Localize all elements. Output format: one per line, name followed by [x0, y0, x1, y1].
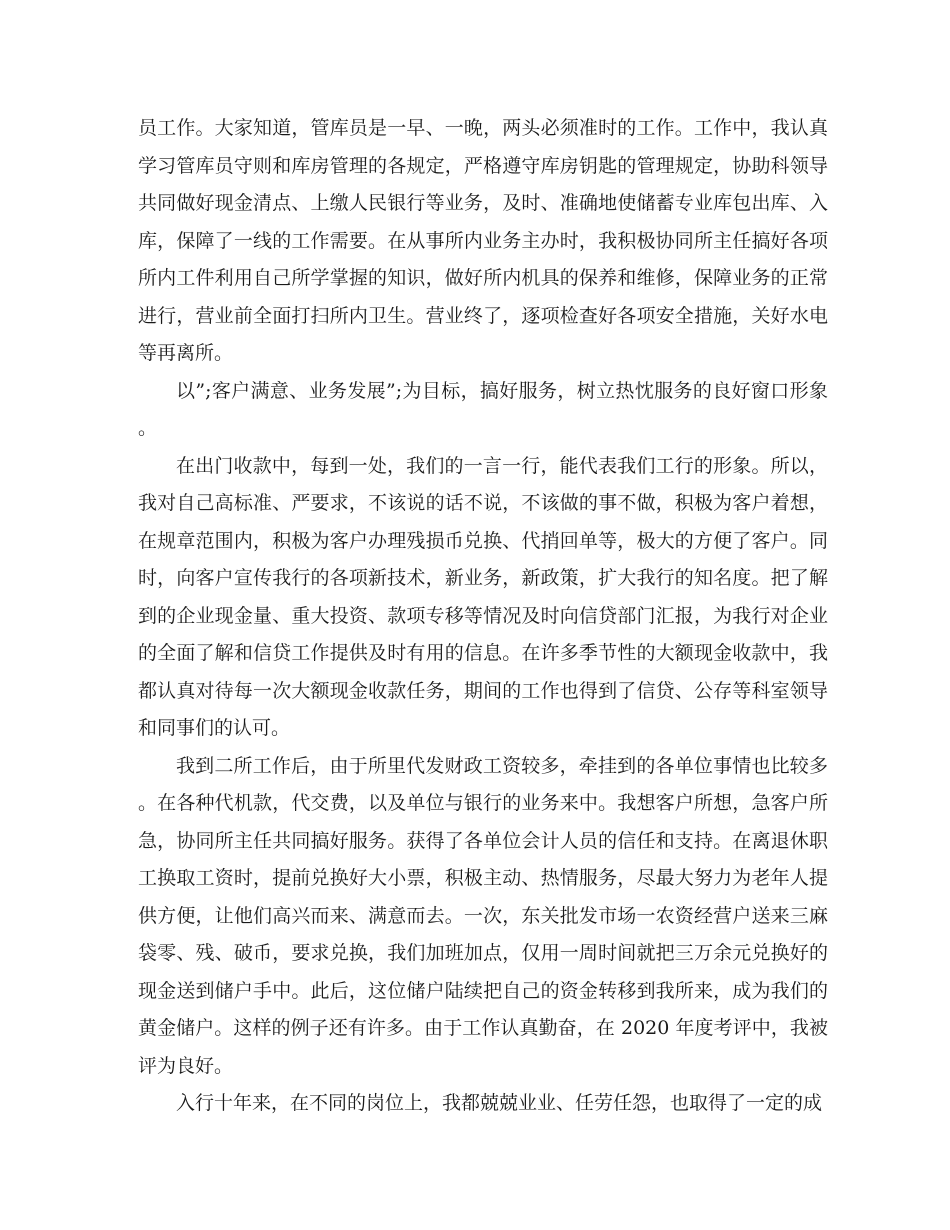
paragraph-4: 我到二所工作后，由于所里代发财政工资较多，牵挂到的各单位事情也比较多。在各种代机款，代交费，以及单位与银行的业务来中。我想客户所想，急客户所急，协同所主任共同搞好服务。获得了各单位会计人员的信任和支持。在离退休职工换取工资时，提前兑换好大小票，积极主动、热情服务，尽最大努力为老年人提供方便，让他们高兴而来、满意而去。一次，东关批发市场一农资经营户送来三麻袋零、残、破币，要求兑换，我们加班加点，仅用一周时间就把三万余元兑换好的现金送到储户手中。此后，这位储户陆续把自己的资金转移到我所来，成为我们的黄金储户。这样的例子还有许多。由于工作认真勤奋，在 2020 年度考评中，我被评为良好。 — [138, 754, 828, 1077]
paragraph-2: 以”;客户满意、业务发展”;为目标，搞好服务，树立热忱服务的良好窗口形象。 — [138, 379, 828, 439]
paragraph-1: 员工作。大家知道，管库员是一早、一晚，两头必须准时的工作。工作中，我认真学习管库员守则和库房管理的各规定，严格遵守库房钥匙的管理规定，协助科领导共同做好现金清点、上缴人民银行等业务，及时、准确地使储蓄专业库包出库、入库，保障了一线的工作需要。在从事所内业务主办时，我积极协同所主任搞好各项所内工件利用自己所学掌握的知识，做好所内机具的保养和维修，保障业务的正常进行，营业前全面打扫所内卫生。营业终了，逐项检查好各项安全措施，关好水电等再离所。 — [138, 117, 828, 364]
document-body — [138, 110, 828, 1123]
paragraph-3: 在出门收款中，每到一处，我们的一言一行，能代表我们工行的形象。所以，我对自己高标准、严要求，不该说的话不说，不该做的事不做，积极为客户着想，在规章范围内，积极为客户办理残损币兑换、代捎回单等，极大的方便了客户。同时，向客户宣传我行的各项新技术，新业务，新政策，扩大我行的知名度。把了解到的企业现金量、重大投资、款项专移等情况及时向信贷部门汇报，为我行对企业的全面了解和信贷工作提供及时有用的信息。在许多季节性的大额现金收款中，我都认真对待每一次大额现金收款任务，期间的工作也得到了信贷、公存等科室领导和同事们的认可。 — [138, 454, 828, 739]
paragraph-5: 入行十年来，在不同的岗位上，我都兢兢业业、任劳任怨，也取得了一定的成 — [176, 1092, 823, 1114]
